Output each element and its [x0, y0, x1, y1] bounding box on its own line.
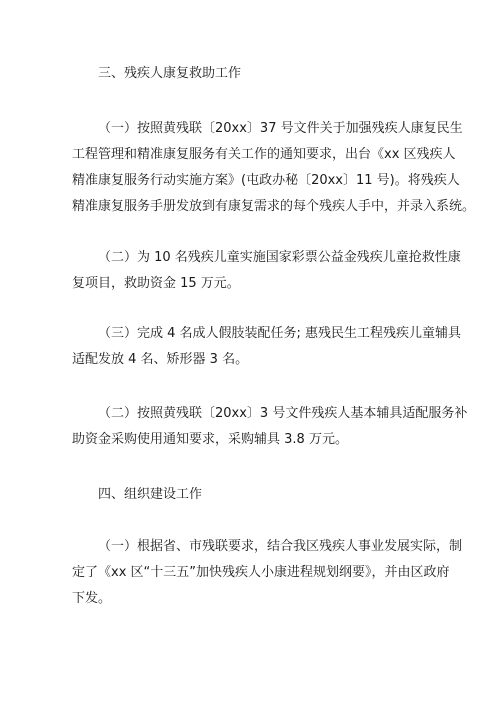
- paragraph-line: （三）完成 4 名成人假肢装配任务; 惠残民生工程残疾儿童辅具: [98, 326, 462, 341]
- paragraph-1-rehab-policy: [72, 121, 476, 215]
- section-heading-rehab: 三、残疾人康复救助工作: [98, 66, 242, 81]
- paragraph-line: 精准康复服务手册发放到有康复需求的每个残疾人手中，并录入系统。: [72, 199, 476, 214]
- paragraph-3-prosthetics: [72, 326, 462, 368]
- paragraph-line: 复项目，救助资金 15 万元。: [72, 276, 240, 291]
- paragraph-4-assistive-devices: [72, 406, 468, 448]
- paragraph-line: （一）按照黄残联〔20xx〕37 号文件关于加强残疾人康复民生: [98, 121, 463, 136]
- paragraph-line: 精准康复服务行动实施方案》(屯政办秘〔20xx〕11 号)。将残疾人: [72, 173, 460, 188]
- paragraph-line: （二）为 10 名残疾儿童实施国家彩票公益金残疾儿童抢救性康: [98, 250, 461, 265]
- paragraph-5-planning-outline: [72, 539, 463, 607]
- paragraph-line: （一）根据省、市残联要求，结合我区残疾人事业发展实际，制: [98, 539, 463, 554]
- section-heading-organization: 四、组织建设工作: [98, 487, 203, 502]
- paragraph-line: 工程管理和精准康复服务有关工作的通知要求，出台《xx 区残疾人: [72, 147, 456, 162]
- paragraph-2-children-rehab: [72, 250, 461, 292]
- paragraph-line: （二）按照黄残联〔20xx〕3 号文件残疾人基本辅具适配服务补: [98, 406, 468, 421]
- paragraph-line: 助资金采购使用通知要求，采购辅具 3.8 万元。: [72, 432, 348, 447]
- paragraph-line: 适配发放 4 名、矫形器 3 名。: [72, 352, 249, 367]
- paragraph-line: 定了《xx 区“十三五”加快残疾人小康进程规划纲要》，并由区政府: [72, 565, 450, 580]
- paragraph-line: 下发。: [72, 591, 112, 606]
